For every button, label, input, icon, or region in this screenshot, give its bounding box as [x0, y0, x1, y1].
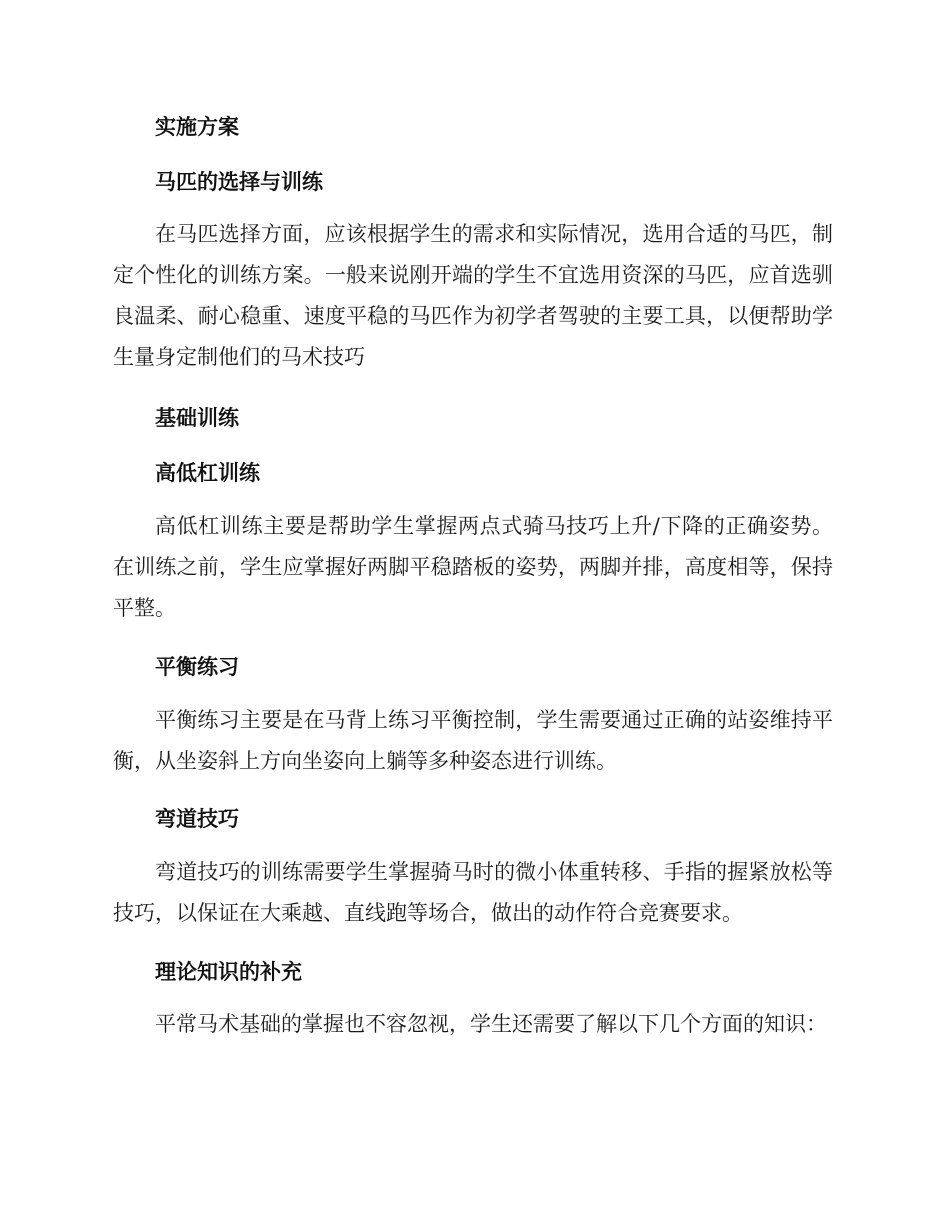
heading-implementation-plan: 实施方案 — [155, 115, 239, 139]
paragraph-horse-selection: 在马匹选择方面，应该根据学生的需求和实际情况，选用合适的马匹，制定个性化的训练方案。一般来说刚开端的学生不宜选用资深的马匹，应首选驯良温柔、耐心稳重、速度平稳的马匹作为初学者驾驶的主要工具，以便帮助学生量身定制他们的马术技巧 — [113, 222, 833, 369]
heading-horse-selection: 马匹的选择与训练 — [155, 170, 323, 194]
heading-bar-training: 高低杠训练 — [155, 461, 260, 485]
heading-theory-supplement: 理论知识的补充 — [155, 960, 302, 984]
heading-curve-technique: 弯道技巧 — [155, 807, 239, 831]
paragraph-bar-training: 高低杠训练主要是帮助学生掌握两点式骑马技巧上升/下降的正确姿势。在训练之前，学生应掌握好两脚平稳踏板的姿势，两脚并排，高度相等，保持平整。 — [113, 514, 833, 620]
heading-balance-practice: 平衡练习 — [155, 655, 239, 679]
paragraph-balance-practice: 平衡练习主要是在马背上练习平衡控制，学生需要通过正确的站姿维持平衡，从坐姿斜上方向坐姿向上躺等多种姿态进行训练。 — [113, 708, 833, 773]
paragraph-curve-technique: 弯道技巧的训练需要学生掌握骑马时的微小体重转移、手指的握紧放松等技巧，以保证在大乘越、直线跑等场合，做出的动作符合竞赛要求。 — [113, 860, 833, 925]
heading-basic-training: 基础训练 — [155, 406, 239, 430]
paragraph-theory-supplement: 平常马术基础的掌握也不容忽视，学生还需要了解以下几个方面的知识： — [155, 1012, 827, 1036]
